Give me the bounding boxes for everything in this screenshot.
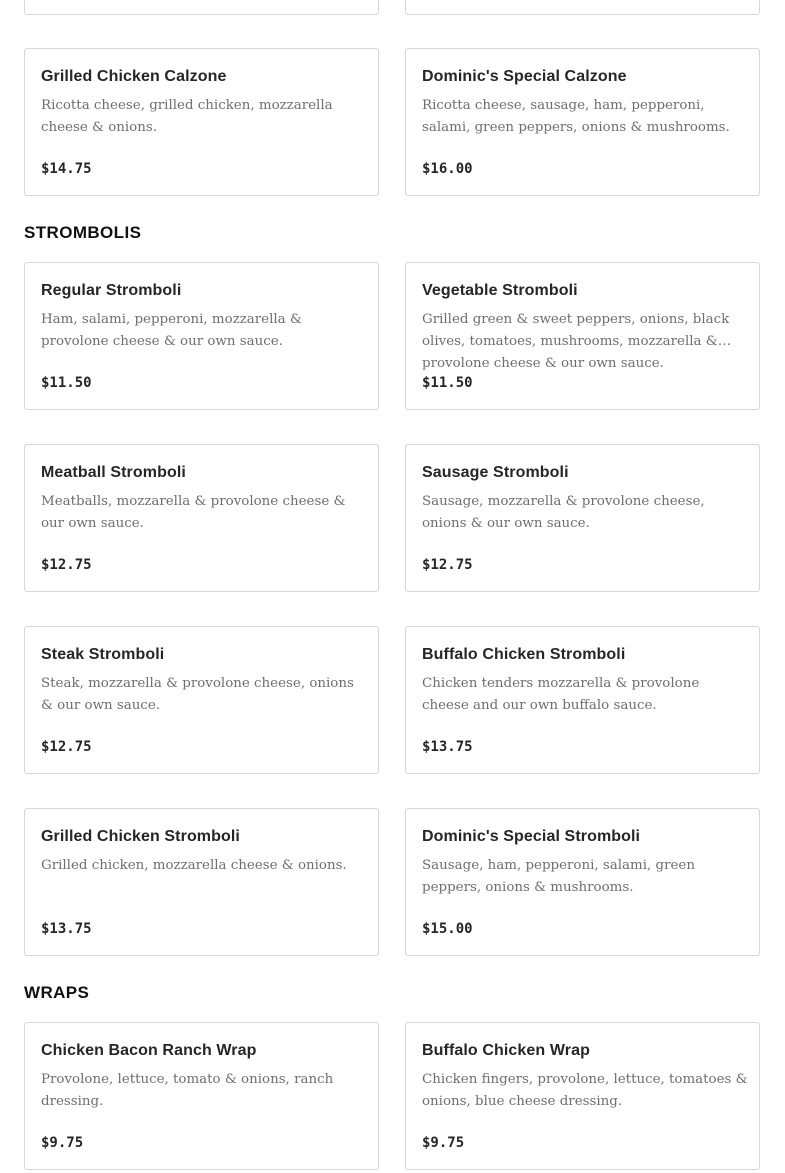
menu-item-name: Regular Stromboli: [41, 282, 182, 299]
menu-item-price: $13.75: [422, 739, 473, 755]
menu-item-name: Dominic's Special Calzone: [422, 68, 627, 85]
menu-item-description: Ricotta cheese, sausage, ham, pepperoni, salami, green peppers, onions & mushrooms.: [422, 98, 730, 135]
menu-item-description: Steak, mozzarella & provolone cheese, onions & our own sauce.: [41, 676, 354, 713]
menu-item-card[interactable]: [24, 444, 379, 592]
menu-item-card[interactable]: [405, 1022, 760, 1170]
menu-item-price: $12.75: [41, 739, 92, 755]
menu-item-name: Meatball Stromboli: [41, 464, 186, 481]
menu-item-name: Chicken Bacon Ranch Wrap: [41, 1042, 257, 1059]
menu-item-price: $9.75: [422, 1135, 465, 1151]
menu-item-card[interactable]: [405, 0, 760, 15]
menu-item-name: Buffalo Chicken Stromboli: [422, 646, 626, 663]
menu-item-price: $9.75: [41, 1135, 84, 1151]
menu-item-description: Chicken fingers, provolone, lettuce, tomatoes & onions, blue cheese dressing.: [422, 1072, 748, 1109]
menu-item-card[interactable]: [405, 626, 760, 774]
menu-item-card[interactable]: [405, 808, 760, 956]
menu-item-price: $12.75: [41, 557, 92, 573]
menu-item-card[interactable]: [405, 444, 760, 592]
menu-item-card[interactable]: [24, 262, 379, 410]
menu-item-name: Sausage Stromboli: [422, 464, 569, 481]
menu-item-name: Grilled Chicken Calzone: [41, 68, 227, 85]
section-title-strombolis: STROMBOLIS: [24, 223, 142, 242]
menu-item-card[interactable]: [24, 0, 379, 15]
menu-item-description: Chicken tenders mozzarella & provolone cheese and our own buffalo sauce.: [422, 676, 700, 713]
menu-item-card[interactable]: [24, 48, 379, 196]
menu-item-card[interactable]: [405, 48, 760, 196]
menu-item-price: $11.50: [41, 375, 92, 391]
menu-item-price: $12.75: [422, 557, 473, 573]
menu-item-description: Sausage, ham, pepperoni, salami, green peppers, onions & mushrooms.: [422, 858, 695, 895]
menu-item-description: Ricotta cheese, grilled chicken, mozzarella cheese & onions.: [41, 98, 333, 135]
menu-item-price: $13.75: [41, 921, 92, 937]
menu-item-description: Meatballs, mozzarella & provolone cheese & our own sauce.: [41, 494, 346, 531]
menu-item-price: $11.50: [422, 375, 473, 391]
menu-item-price: $16.00: [422, 161, 473, 177]
menu-item-price: $14.75: [41, 161, 92, 177]
menu-item-card[interactable]: [405, 262, 760, 410]
menu-item-description: Grilled chicken, mozzarella cheese & onions.: [41, 858, 347, 873]
menu-item-description: Grilled green & sweet peppers, onions, black olives, tomatoes, mushrooms, mozzarella & provolone cheese & our own sauce.: [422, 312, 730, 371]
menu-item-card[interactable]: [24, 626, 379, 774]
section-title-wraps: WRAPS: [24, 983, 90, 1002]
menu-item-description: Sausage, mozzarella & provolone cheese, onions & our own sauce.: [422, 494, 705, 531]
menu-item-description: Provolone, lettuce, tomato & onions, ranch dressing.: [41, 1072, 334, 1109]
menu-item-name: Grilled Chicken Stromboli: [41, 828, 240, 845]
menu-item-name: Buffalo Chicken Wrap: [422, 1042, 590, 1059]
menu-item-name: Steak Stromboli: [41, 646, 165, 663]
menu-item-name: Dominic's Special Stromboli: [422, 828, 641, 845]
menu-item-name: Vegetable Stromboli: [422, 282, 578, 299]
menu-item-card[interactable]: [24, 808, 379, 956]
menu-item-description: Ham, salami, pepperoni, mozzarella & provolone cheese & our own sauce.: [41, 312, 302, 349]
menu-item-card[interactable]: [24, 1022, 379, 1170]
menu-item-price: $15.00: [422, 921, 473, 937]
